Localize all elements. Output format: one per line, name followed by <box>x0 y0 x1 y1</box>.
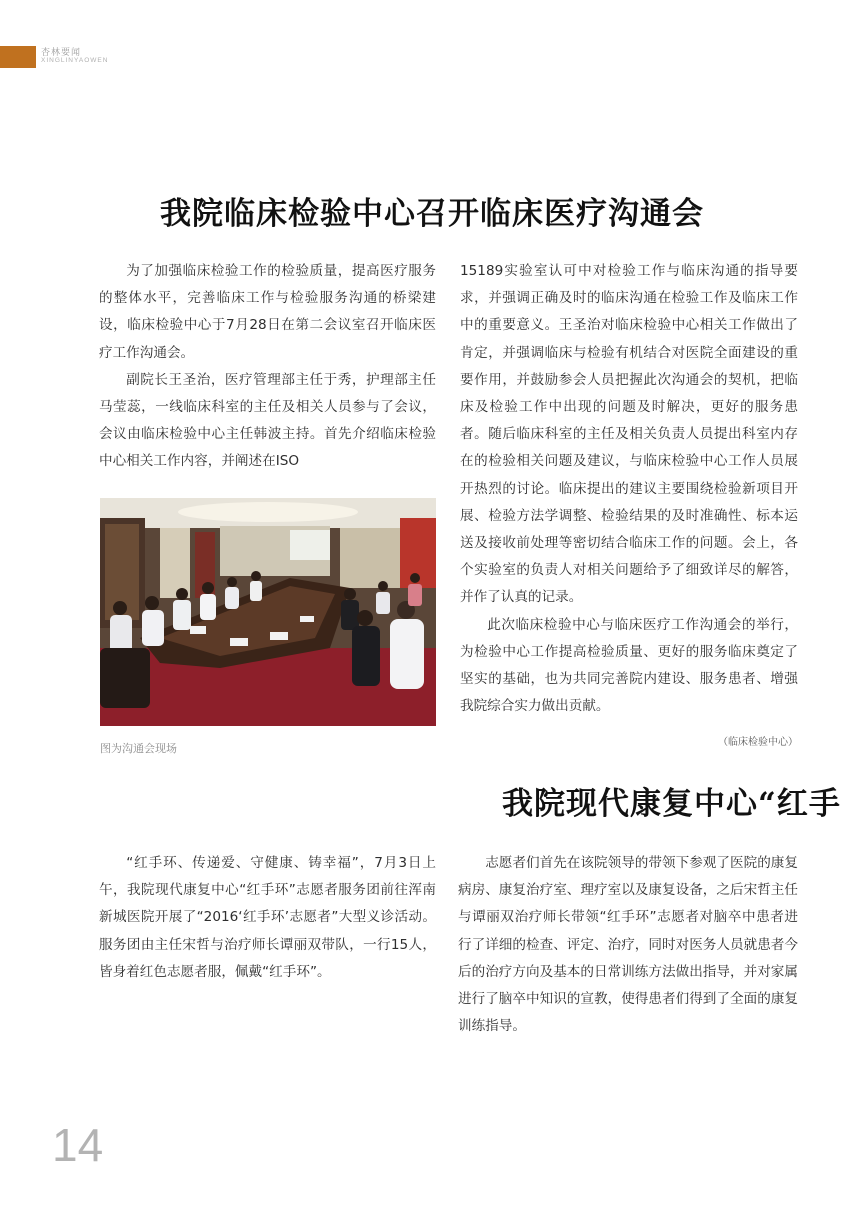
article2-paragraph-1: “红手环、传递爱、守健康、铸幸福”，7月3日上午，我院现代康复中心“红手环”志愿者服务团前往浑南新城医院开展了“2016‘红手环’志愿者”大型义诊活动。服务团由主任宋哲与治疗师长谭丽双带队，一行15人，皆身着红色志愿者服，佩戴“红手环”。 <box>99 855 436 980</box>
article1-column-1 <box>99 258 436 476</box>
article2-column-2 <box>458 850 798 1040</box>
meeting-photo <box>100 498 436 726</box>
article1-paragraph-3: 此次临床检验中心与临床医疗工作沟通会的举行，为检验中心工作提高检验质量、更好的服务临床奠定了坚实的基础，也为共同完善院内建设、服务患者、增强我院综合实力做出贡献。 <box>460 616 798 715</box>
article1-paragraph-2: 副院长王圣治，医疗管理部主任于秀，护理部主任马莹蕊，一线临床科室的主任及相关人员参与了会议，会议由临床检验中心主任韩波主持。首先介绍临床检验中心相关工作内容，并阐述在ISO <box>99 371 436 470</box>
article1-signature: （临床检验中心） <box>718 737 798 748</box>
article2-column-1 <box>99 850 436 986</box>
section-title-cn: 杏林要闻 <box>41 48 82 58</box>
article1-title: 我院临床检验中心召开临床医疗沟通会 <box>160 196 704 232</box>
article1-column-2 <box>460 258 798 720</box>
article1-paragraph-1: 为了加强临床检验工作的检验质量，提高医疗服务的整体水平，完善临床工作与检验服务沟通的桥梁建设，临床检验中心于7月28日在第二会议室召开临床医疗工作沟通会。 <box>99 263 436 361</box>
article2-title: 我院现代康复中心“红手 <box>502 786 841 822</box>
section-tab <box>0 46 36 68</box>
article1-paragraph-2-continued: 15189实验室认可中对检验工作与临床沟通的指导要求，并强调正确及时的临床沟通在检验工作及临床工作中的重要意义。王圣治对临床检验中心相关工作做出了肯定，并强调临床与检验有机结合对医院全面建设的重要作用，并鼓励参会人员把握此次沟通会的契机，把临床及检验工作中出现的问题及时解决，更好的服务患者。随后临床科室的主任及相关负责人员提出科室内存在的检验相关问题及建议，与临床检验中心工作人员展开热烈的讨论。临床提出的建议主要围绕检验新项目开展、检验方法学调整、检验结果的及时准确性、标本运送及接收前处理等密切结合临床工作的问题。会上，各个实验室的负责人对相关问题给予了细致详尽的解答，并作了认真的记录。 <box>460 263 798 606</box>
photo-caption: 图为沟通会现场 <box>100 742 177 755</box>
article2-paragraph-2: 志愿者们首先在该院领导的带领下参观了医院的康复病房、康复治疗室、理疗室以及康复设备，之后宋哲主任与谭丽双治疗师长带领“红手环”志愿者对脑卒中患者进行了详细的检查、评定、治疗，同时对医务人员就患者今后的治疗方向及基本的日常训练方法做出指导，并对家属进行了脑卒中知识的宣教，使得患者们得到了全面的康复训练指导。 <box>458 855 798 1035</box>
page-number: 14 <box>52 1119 104 1171</box>
section-title-en: XINGLINYAOWEN <box>41 57 109 64</box>
